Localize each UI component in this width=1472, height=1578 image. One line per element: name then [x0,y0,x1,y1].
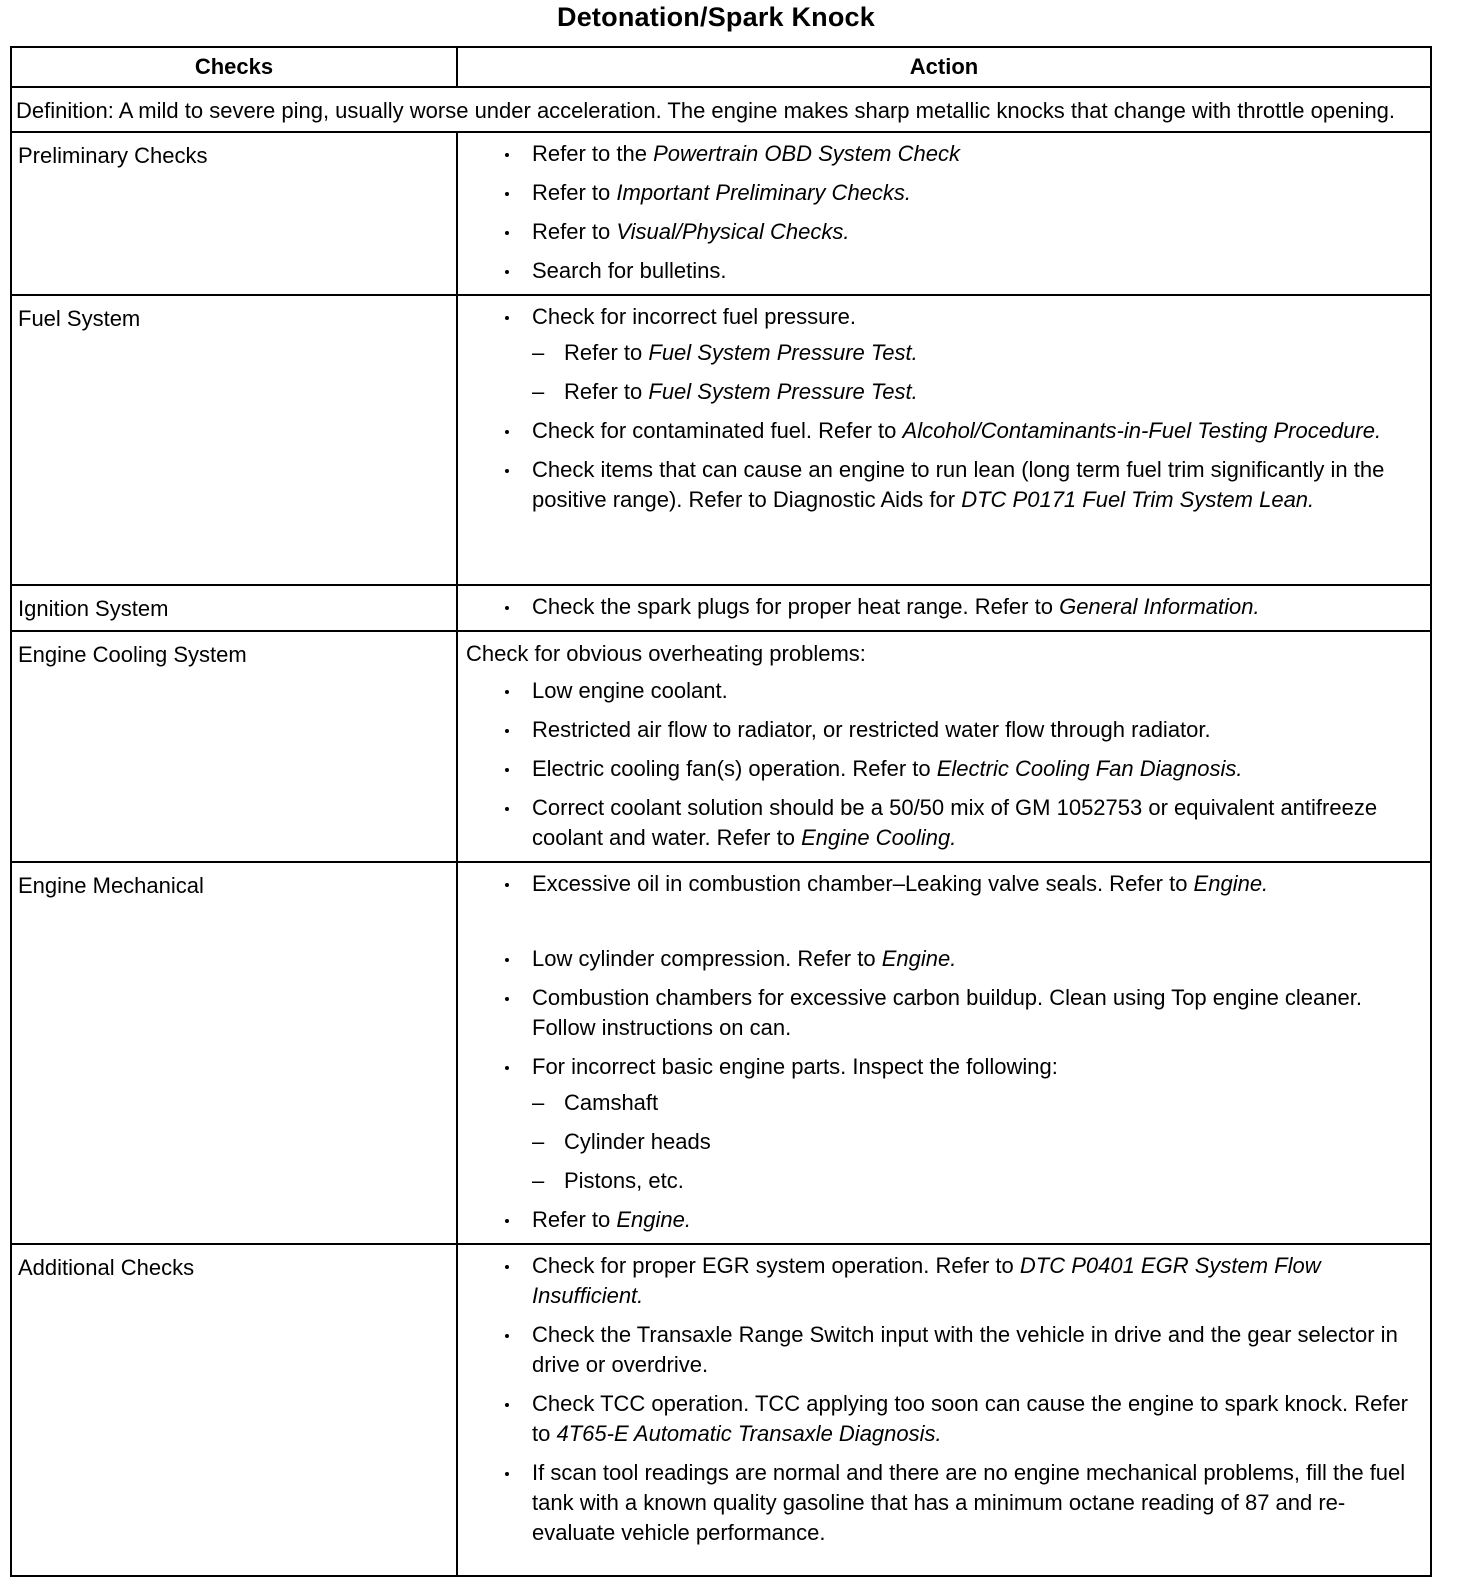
list-item: Check the Transaxle Range Switch input with the vehicle in drive and the gear selector in drive or overdrive. [498,1320,1410,1380]
definition-row [11,87,1431,132]
table-row [11,631,1431,862]
check-label-fuel: Fuel System [11,295,457,585]
check-label-additional: Additional Checks [11,1244,457,1576]
reference-link[interactable]: Important Preliminary Checks. [616,180,912,205]
diagnostic-table [10,46,1432,1577]
list-item: Refer to Engine. [498,1205,1410,1235]
list-item: Low engine coolant. [498,676,1410,706]
table-row [11,132,1431,295]
reference-link[interactable]: Engine Cooling. [801,825,957,850]
reference-link[interactable]: Alcohol/Contaminants-in-Fuel Testing Procedure. [902,418,1382,443]
reference-link[interactable]: DTC P0171 Fuel Trim System Lean. [961,487,1315,512]
action-cell-ignition [457,585,1431,631]
list-item: Search for bulletins. [498,256,1410,286]
list-item: Correct coolant solution should be a 50/50 mix of GM 1052753 or equivalent antifreeze coolant and water. Refer to Engine Cooling. [498,793,1410,853]
check-label-mechanical: Engine Mechanical [11,862,457,1244]
page-title: Detonation/Spark Knock [557,2,875,32]
action-cell-mechanical [457,862,1431,1244]
list-item: Refer to the Powertrain OBD System Check [498,139,1410,169]
reference-link[interactable]: Fuel System Pressure Test. [648,340,918,365]
sub-list-item: – Refer to Fuel System Pressure Test. [498,377,1410,407]
header-row [11,47,1431,87]
table-row [11,1244,1431,1576]
reference-link[interactable]: Engine. [616,1207,691,1232]
action-cell-preliminary [457,132,1431,295]
action-cell-cooling [457,631,1431,862]
table-row [11,862,1431,1244]
list-item: If scan tool readings are normal and there are no engine mechanical problems, fill the fuel tank with a known quality gasoline that has a minimum octane reading of 87 and re-evaluate vehicle performance. [498,1458,1410,1548]
table-row [11,585,1431,631]
list-item: Excessive oil in combustion chamber–Leaking valve seals. Refer to Engine. [498,869,1410,935]
list-item: Refer to Visual/Physical Checks. [498,217,1410,247]
list-item: Refer to Important Preliminary Checks. [498,178,1410,208]
sub-list-item: – Refer to Fuel System Pressure Test. [498,338,1410,368]
reference-link[interactable]: Electric Cooling Fan Diagnosis. [936,756,1243,781]
reference-link[interactable]: DTC P0401 EGR System Flow Insufficient. [532,1253,1321,1308]
list-item: Check the spark plugs for proper heat range. Refer to General Information. [498,592,1410,622]
checks-column-header: Checks [11,47,457,87]
reference-link[interactable]: 4T65-E Automatic Transaxle Diagnosis. [556,1421,942,1446]
definition-text: Definition: A mild to severe ping, usually worse under acceleration. The engine makes sharp metallic knocks that change with throttle opening. [11,87,1431,132]
list-item: Combustion chambers for excessive carbon buildup. Clean using Top engine cleaner. Follow instructions on can. [498,983,1410,1043]
list-item: Check for proper EGR system operation. Refer to DTC P0401 EGR System Flow Insufficient. [498,1251,1410,1311]
action-column-header: Action [457,47,1431,87]
action-cell-additional [457,1244,1431,1576]
list-item: Low cylinder compression. Refer to Engine. [498,944,1410,974]
list-item: Restricted air flow to radiator, or restricted water flow through radiator. [498,715,1410,745]
check-label-cooling: Engine Cooling System [11,631,457,862]
list-item: Electric cooling fan(s) operation. Refer to Electric Cooling Fan Diagnosis. [498,754,1410,784]
list-item: Check TCC operation. TCC applying too soon can cause the engine to spark knock. Refer to 4T65-E Automatic Transaxle Diagnosis. [498,1389,1410,1449]
sub-list-item: – Pistons, etc. [498,1166,1410,1196]
reference-link[interactable]: Powertrain OBD System Check [653,141,960,166]
sub-list-item: – Camshaft [498,1088,1410,1118]
list-item: Check items that can cause an engine to run lean (long term fuel trim significantly in the positive range). Refer to Diagnostic Aids for DTC P0171 Fuel Trim System Lean. [498,455,1410,515]
action-intro: Check for obvious overheating problems: [466,641,866,666]
list-item: For incorrect basic engine parts. Inspect the following: – Camshaft – Cylinder heads – Pistons, etc. [498,1052,1410,1196]
check-label-preliminary: Preliminary Checks [11,132,457,295]
reference-link[interactable]: Engine. [1193,871,1269,896]
reference-link[interactable]: Engine. [881,946,957,971]
action-cell-fuel [457,295,1431,585]
reference-link[interactable]: Visual/Physical Checks. [616,219,850,244]
reference-link[interactable]: General Information. [1059,594,1260,619]
sub-list-item: – Cylinder heads [498,1127,1410,1157]
list-item: Check for contaminated fuel. Refer to Alcohol/Contaminants-in-Fuel Testing Procedure. [498,416,1410,446]
list-item: Check for incorrect fuel pressure. – Refer to Fuel System Pressure Test. – Refer to Fuel System Pressure Test. [498,302,1410,407]
reference-link[interactable]: Fuel System Pressure Test. [648,379,918,404]
check-label-ignition: Ignition System [11,585,457,631]
table-row [11,295,1431,585]
